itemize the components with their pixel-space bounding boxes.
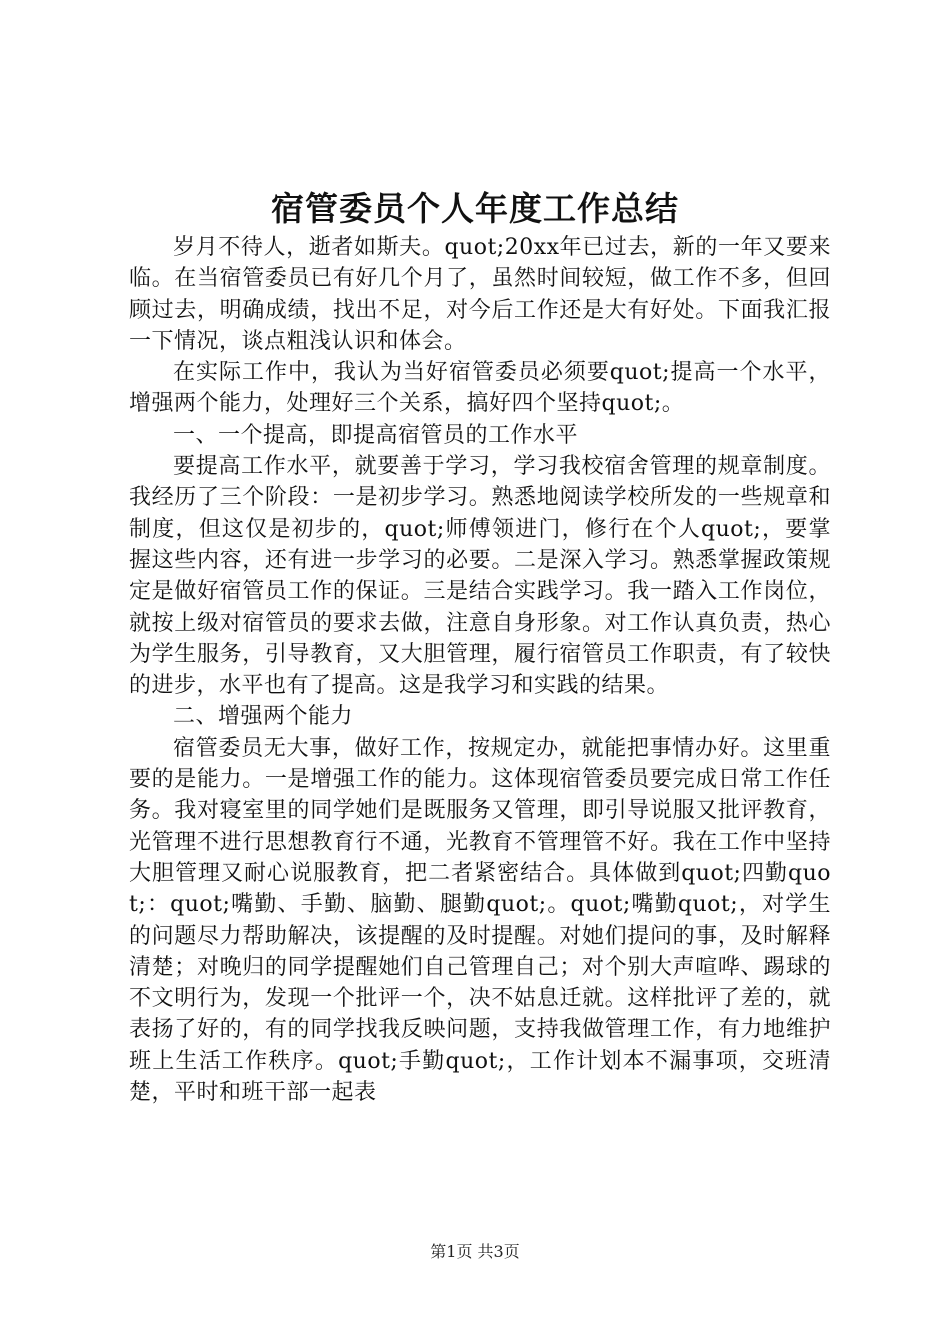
page-title: 宿管委员个人年度工作总结 — [271, 189, 679, 228]
section-heading: 一、一个提高，即提高宿管员的工作水平 — [173, 422, 579, 448]
page-number-footer: 第1页 共3页 — [430, 1242, 520, 1261]
document-body — [129, 232, 831, 1108]
paragraph: 宿管委员无大事，做好工作，按规定办，就能把事情办好。这里重要的是能力。一是增强工作的能力。这体现宿管委员要完成日常工作任务。我对寝室里的同学她们是既服务又管理，即引导说服又批评教育，光管理不进行思想教育行不通，光教育不管理管不好。我在工作中坚持大胆管理又耐心说服教育，把二者紧密结合。具体做到quot;四勤quot;：quot;嘴勤、手勤、脑勤、腿勤quot;。quot;嘴勤quot;，对学生的问题尽力帮助解决，该提醒的及时提醒。对她们提问的事，及时解释清楚；对晚归的同学提醒她们自己管理自己；对个别大声喧哗、踢球的不文明行为，发现一个批评一个，决不姑息迁就。这样批评了差的，就表扬了好的，有的同学找我反映问题，支持我做管理工作，有力地维护班上生活工作秩序。quot;手勤quot;，工作计划本不漏事项，交班清楚，平时和班干部一起表 — [129, 735, 831, 1106]
paragraph: 要提高工作水平，就要善于学习，学习我校宿舍管理的规章制度。我经历了三个阶段：一是初步学习。熟悉地阅读学校所发的一些规章和制度，但这仅是初步的，quot;师傅领进门，修行在个人quot;，要掌握这些内容，还有进一步学习的必要。二是深入学习。熟悉掌握政策规定是做好宿管员工作的保证。三是结合实践学习。我一踏入工作岗位，就按上级对宿管员的要求去做，注意自身形象。对工作认真负责，热心为学生服务，引导教育，又大胆管理，履行宿管员工作职责，有了较快的进步，水平也有了提高。这是我学习和实践的结果。 — [129, 454, 831, 699]
paragraph: 在实际工作中，我认为当好宿管委员必须要quot;提高一个水平，增强两个能力，处理好三个关系，搞好四个坚持quot;。 — [129, 360, 831, 417]
section-heading: 二、增强两个能力 — [173, 704, 354, 730]
paragraph: 岁月不待人，逝者如斯夫。quot;20xx年已过去，新的一年又要来临。在当宿管委员已有好几个月了，虽然时间较短，做工作不多，但回顾过去，明确成绩，找出不足，对今后工作还是大有好处。下面我汇报一下情况，谈点粗浅认识和体会。 — [129, 235, 831, 354]
